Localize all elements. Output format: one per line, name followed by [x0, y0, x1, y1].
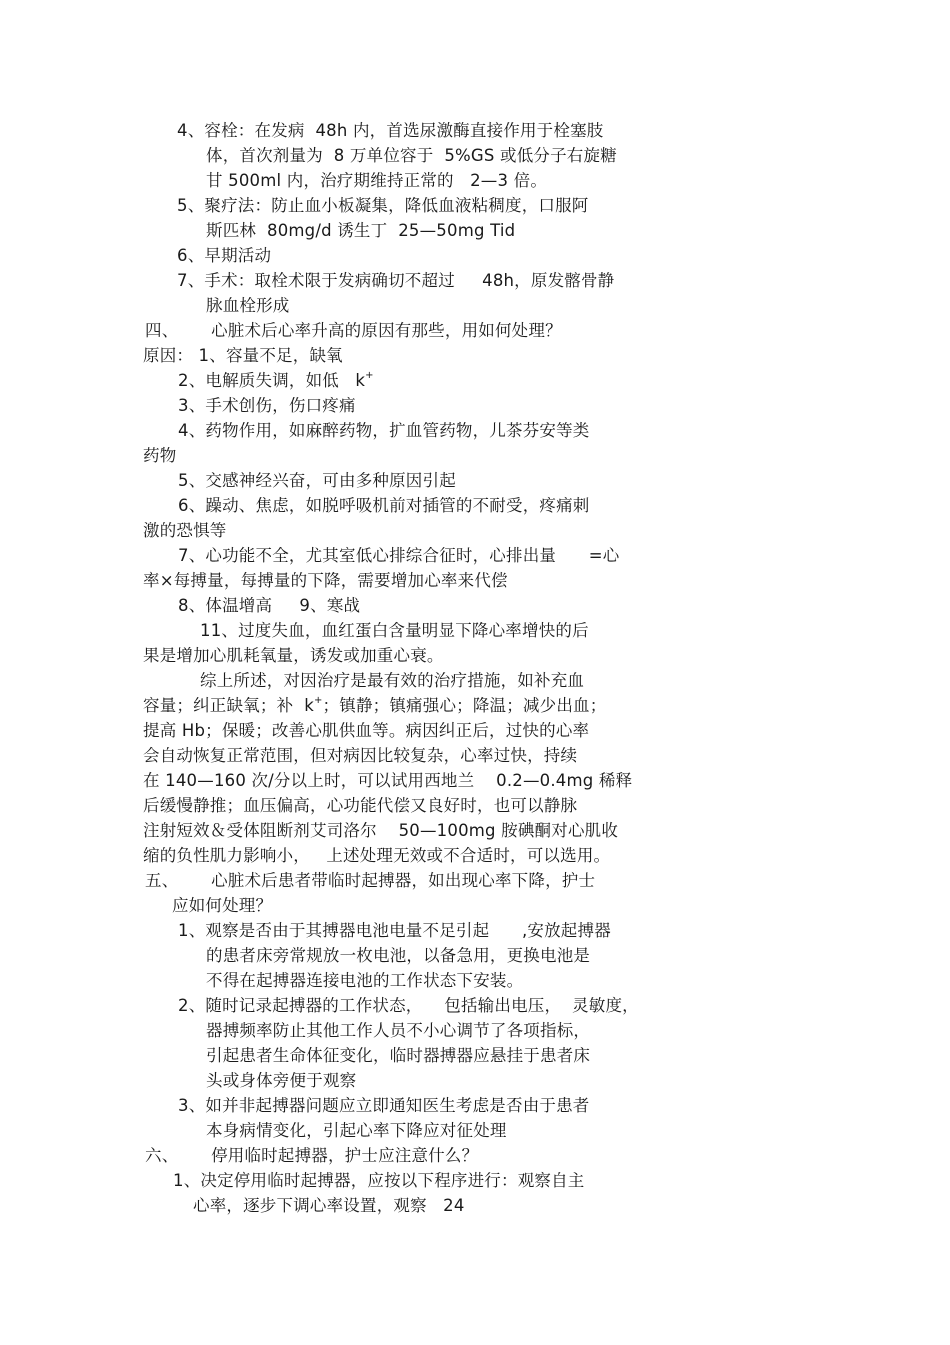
- text-line: 缩的负性肌力影响小， 上述处理无效或不合适时，可以选用。: [143, 846, 611, 865]
- text-line: 心率，逐步下调心率设置，观察 24: [193, 1196, 465, 1215]
- text-line: 引起患者生命体征变化，临时器搏器应悬挂于患者床: [206, 1046, 591, 1065]
- text-line: 8、体温增高 9、寒战: [178, 596, 361, 615]
- text-line: 原因： 1、容量不足，缺氧: [143, 346, 343, 365]
- text-line: 体，首次剂量为 8 万单位容于 5%GS 或低分子右旋糖: [206, 146, 617, 165]
- text-line: 头或身体旁便于观察: [206, 1071, 357, 1090]
- text-line: 脉血栓形成: [206, 296, 290, 315]
- text-line: 6、早期活动: [177, 246, 272, 265]
- text-line: 器搏频率防止其他工作人员不小心调节了各项指标，: [206, 1021, 591, 1040]
- text-line: 5、聚疗法：防止血小板凝集，降低血液粘稠度，口服阿: [177, 196, 589, 215]
- text-line: 果是增加心肌耗氧量，诱发或加重心衰。: [143, 646, 444, 665]
- text-line: 7、心功能不全，尤其室低心排综合征时，心排出量 =心: [178, 546, 620, 565]
- text-line: 11、过度失血，血红蛋白含量明显下降心率增快的后: [200, 621, 589, 640]
- text-line: 本身病情变化，引起心率下降应对征处理: [206, 1121, 507, 1140]
- text-line: 在 140—160 次/分以上时，可以试用西地兰 0.2—0.4mg 稀释: [143, 771, 633, 790]
- text-line: 注射短效＆受体阻断剂艾司洛尔 50—100mg 胺碘酮对心肌收: [143, 821, 619, 840]
- text-line: 1、观察是否由于其搏器电池电量不足引起 ,安放起搏器: [178, 921, 611, 940]
- text-line: 5、交感神经兴奋，可由多种原因引起: [178, 471, 456, 490]
- section-heading: 六、 停用临时起搏器，护士应注意什么？: [145, 1146, 479, 1165]
- text-line: 3、手术创伤，伤口疼痛: [178, 396, 356, 415]
- text-line: 率×每搏量，每搏量的下降，需要增加心率来代偿: [143, 571, 508, 590]
- text-line: 提高 Hb；保暖；改善心肌供血等。病因纠正后，过快的心率: [143, 721, 590, 740]
- text-line: 综上所述，对因治疗是最有效的治疗措施，如补充血: [200, 671, 585, 690]
- text-line: 容量；纠正缺氧；补 k+；镇静；镇痛强心；降温；减少出血；: [143, 694, 607, 715]
- text-line: 斯匹林 80mg/d 诱生丁 25—50mg Tid: [206, 221, 516, 240]
- text-line: 2、随时记录起搏器的工作状态， 包括输出电压， 灵敏度，: [178, 996, 639, 1015]
- text-line: 4、药物作用，如麻醉药物，扩血管药物，儿茶芬安等类: [178, 421, 590, 440]
- text-line: 后缓慢静推；血压偏高，心功能代偿又良好时，也可以静脉: [143, 796, 578, 815]
- text-line: 的患者床旁常规放一枚电池，以备急用，更换电池是: [206, 946, 591, 965]
- text-line: 6、躁动、焦虑，如脱呼吸机前对插管的不耐受，疼痛刺: [178, 496, 590, 515]
- section-heading: 五、 心脏术后患者带临时起搏器，如出现心率下降，护士: [145, 871, 596, 890]
- text-line: 7、手术：取栓术限于发病确切不超过 48h，原发髂骨静: [177, 271, 615, 290]
- text-line: 2、电解质失调，如低 k+: [178, 369, 374, 390]
- text-line: 会自动恢复正常范围，但对病因比较复杂，心率过快，持续: [143, 746, 578, 765]
- text-line: 激的恐惧等: [143, 521, 227, 540]
- section-heading: 应如何处理？: [172, 896, 273, 915]
- text-line: 药物: [143, 446, 177, 465]
- text-line: 3、如并非起搏器问题应立即通知医生考虑是否由于患者: [178, 1096, 590, 1115]
- superscript: +: [313, 694, 323, 706]
- section-heading: 四、 心脏术后心率升高的原因有那些，用如何处理？: [145, 321, 562, 340]
- superscript: +: [365, 369, 374, 381]
- text-line: 甘 500ml 内，治疗期维持正常的 2—3 倍。: [206, 171, 548, 190]
- text-line: 不得在起搏器连接电池的工作状态下安装。: [206, 971, 524, 990]
- text-line: 4、容栓：在发病 48h 内，首选尿激酶直接作用于栓塞肢: [177, 121, 604, 140]
- text-line: 1、决定停用临时起搏器，应按以下程序进行：观察自主: [173, 1171, 585, 1190]
